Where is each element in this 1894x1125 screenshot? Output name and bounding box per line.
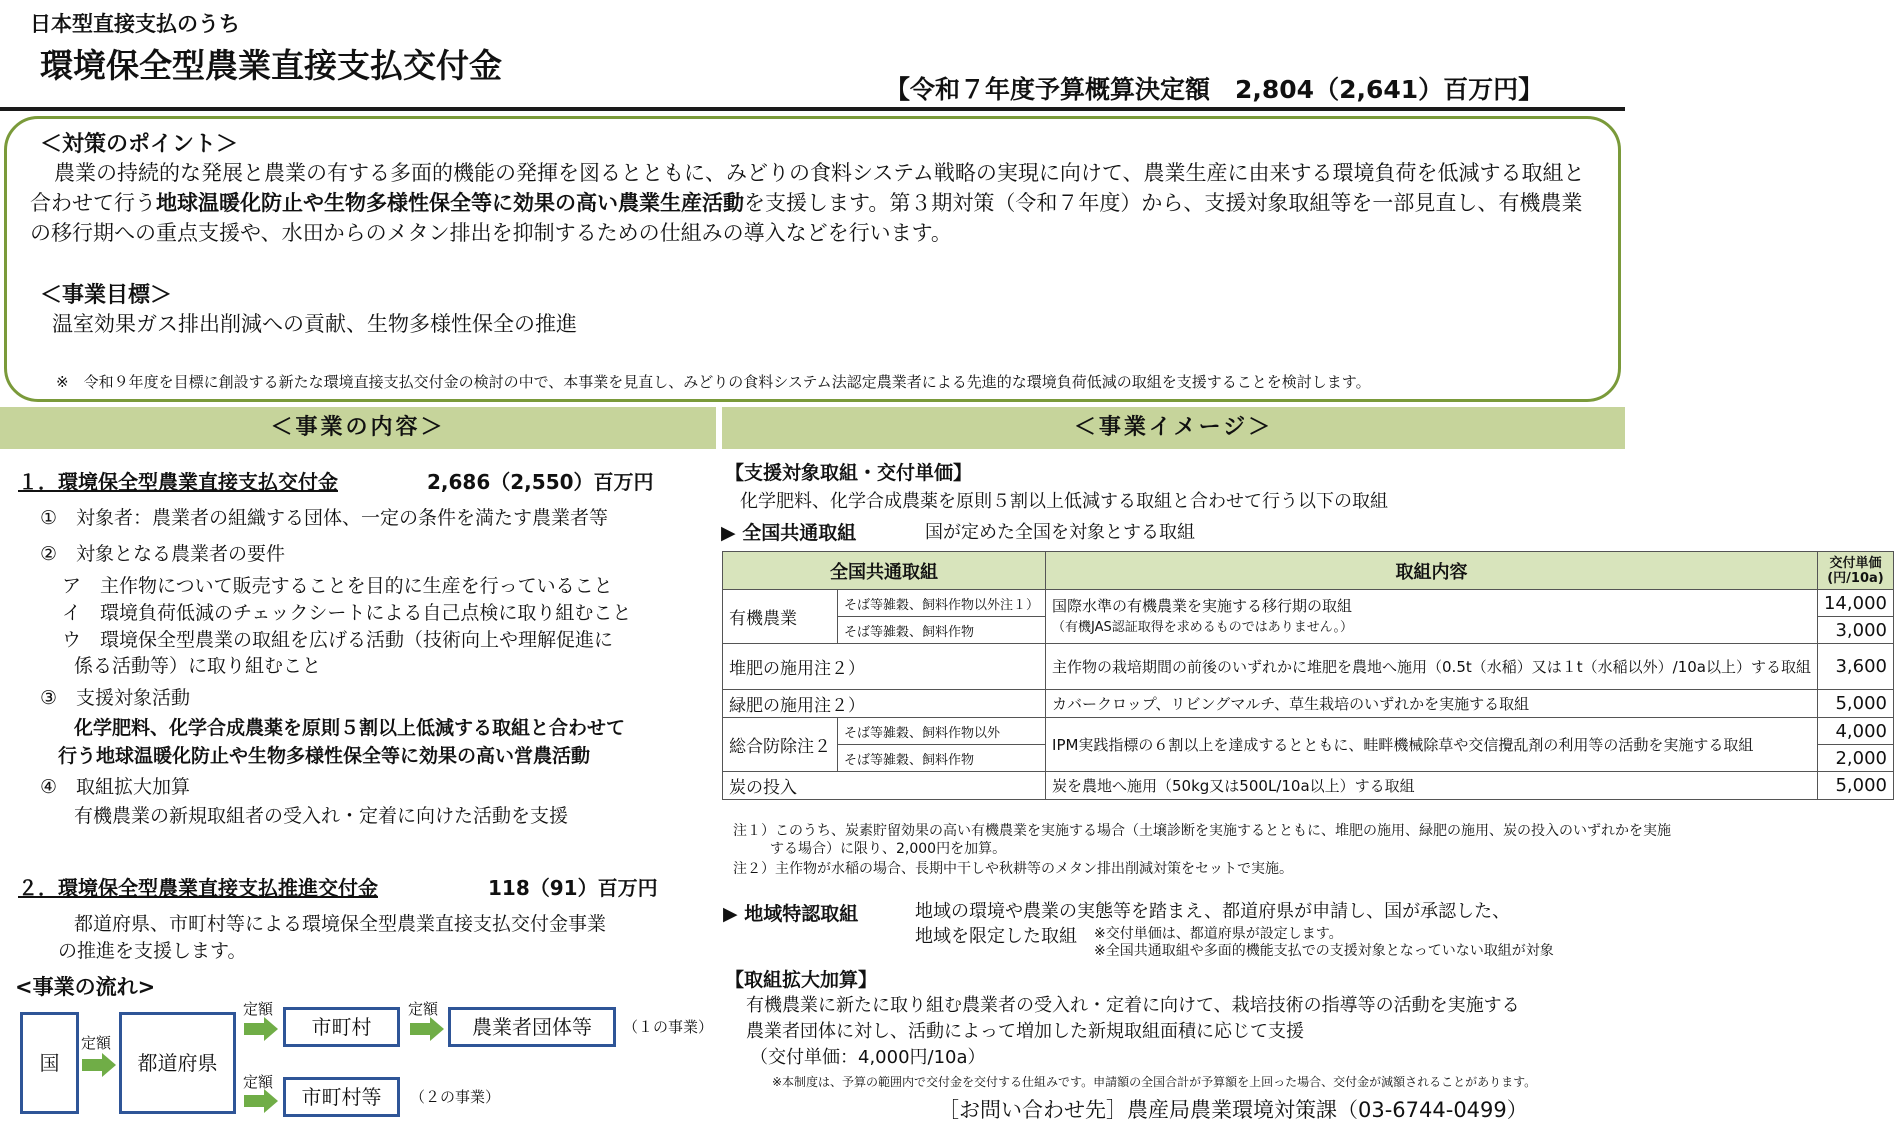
item2-title: ２．環境保全型農業直接支払推進交付金: [18, 876, 378, 900]
expansion-heading: 【取組拡大加算】: [725, 969, 878, 991]
table-header-content: 取組内容: [1046, 552, 1818, 590]
row-organic-sub1: そば等雑穀、飼料作物以外注１）: [838, 590, 1046, 617]
table-note1-line1: 注１）このうち、炭素貯留効果の高い有機農業を実施する場合（土壌診断を実施するとともに、堆肥の施用、緑肥の施用、炭の投入のいずれかを実施: [733, 823, 1671, 839]
goal-text: 温室効果ガス排出削減への貢献、生物多様性保全の推進: [52, 312, 577, 336]
row-green: 緑肥の施用注２）: [723, 690, 1046, 718]
item2-text-2: の推進を支援します。: [58, 940, 247, 962]
item1-requirement-c-cont: 係る活動等）に取り組むこと: [74, 655, 322, 677]
row-green-content: カバークロップ、リビングマルチ、草生栽培のいずれかを実施する取組: [1046, 690, 1818, 718]
support-table: [722, 551, 1894, 800]
page-subtitle: 日本型直接支払のうち: [30, 12, 240, 36]
flow-arrow-2: [244, 1017, 278, 1041]
national-desc: 国が定めた全国を対象とする取組: [925, 522, 1195, 543]
flow-box-shichoson-to: 市町村等: [283, 1077, 400, 1117]
page-title: 環境保全型農業直接支払交付金: [40, 46, 502, 85]
policy-text: 農業の持続的な発展と農業の有する多面的機能の発揮を図るとともに、みどりの食料システム戦略の実現に向けて、農業生産に由来する環境負荷を低減する取組と合わせて行う地球温暖化防止や生物多様性保全等に効果の高い農業生産活動を支援します。第３期対策（令和７年度）から、支援対象取組等を一部見直し、有機農業の移行期への重点支援や、水田からのメタン排出を抑制するための仕組みの導入などを行います。: [30, 161, 1585, 245]
item1-activities: ③ 支援対象活動: [40, 687, 191, 709]
item1-requirement-c: ウ 環境保全型農業の取組を広げる活動（技術向上や理解促進に: [62, 629, 614, 651]
table-row: [723, 644, 1894, 690]
flow-label-teigaku-2: 定額: [243, 1000, 274, 1018]
flow-label-teigaku-3: 定額: [408, 1000, 439, 1018]
regional-text-2: 地域を限定した取組: [915, 926, 1077, 947]
flow-label-project1: （１の事業）: [623, 1018, 714, 1036]
regional-text-1: 地域の環境や農業の実態等を踏まえ、都道府県が申請し、国が承認した、: [915, 901, 1511, 922]
row-organic-price1: 14,000: [1817, 590, 1893, 617]
table-row: [723, 772, 1894, 800]
item1-expansion-text: 有機農業の新規取組者の受入れ・定着に向けた活動を支援: [74, 805, 569, 827]
content-section-header: ＜事業の内容＞: [0, 407, 716, 449]
flow-arrow-3: [410, 1017, 444, 1041]
table-note1-line2: する場合）に限り、2,000円を加算。: [770, 841, 1007, 857]
row-compost-price: 3,600: [1817, 644, 1893, 690]
table-row: [723, 718, 1894, 745]
table-header-unit: 交付単価 (円/10a): [1817, 552, 1893, 590]
expansion-text-1: 有機農業に新たに取り組む農業者の受入れ・定着に向けて、栽培技術の指導等の活動を実施する: [746, 995, 1520, 1016]
flow-arrow-1: [82, 1053, 116, 1077]
review-note: ※ 令和９年度を目標に創設する新たな環境直接支払交付金の検討の中で、本事業を見直し、みどりの食料システム法認定農業者による先進的な環境負荷低減の取組を支援することを検討します。: [56, 373, 1371, 391]
item1-activities-bold-2: 行う地球温暖化防止や生物多様性保全等に効果の高い営農活動: [58, 745, 591, 767]
row-green-price: 5,000: [1817, 690, 1893, 718]
regional-label: ▶ 地域特認取組: [723, 903, 859, 925]
item1-title: １．環境保全型農業直接支払交付金: [18, 470, 338, 494]
table-header-row: [723, 552, 1894, 590]
row-ipm: 総合防除注２: [723, 718, 838, 772]
flow-box-shichoson: 市町村: [283, 1007, 400, 1047]
regional-note-2: ※全国共通取組や多面的機能支払での支援対象となっていない取組が対象: [1094, 943, 1554, 959]
item2-amount: 118（91）百万円: [488, 876, 658, 900]
row-ipm-sub2: そば等雑穀、飼料作物: [838, 745, 1046, 772]
contact: ［お問い合わせ先］農産局農業環境対策課（03-6744-0499）: [938, 1098, 1528, 1122]
goal-heading: ＜事業目標＞: [40, 283, 173, 308]
table-header-initiative: 全国共通取組: [723, 552, 1046, 590]
row-ipm-price1: 4,000: [1817, 718, 1893, 745]
item1-expansion: ④ 取組拡大加算: [40, 776, 191, 798]
support-heading: 【支援対象取組・交付単価】: [725, 462, 973, 484]
row-organic-sub2: そば等雑穀、飼料作物: [838, 617, 1046, 644]
row-organic-price2: 3,000: [1817, 617, 1893, 644]
expansion-text-3: （交付単価：4,000円/10a）: [750, 1047, 986, 1068]
expansion-text-2: 農業者団体に対し、活動によって増加した新規取組面積に応じて支援: [746, 1021, 1304, 1042]
table-row: [723, 690, 1894, 718]
row-compost-content: 主作物の栽培期間の前後のいずれかに堆肥を農地へ施用（0.5t（水稲）又は１t（水稲以外）/10a以上）する取組: [1046, 644, 1818, 690]
row-compost: 堆肥の施用注２）: [723, 644, 1046, 690]
support-text: 化学肥料、化学合成農薬を原則５割以上低減する取組と合わせて行う以下の取組: [740, 491, 1388, 512]
item2-text-1: 都道府県、市町村等による環境保全型農業直接支払交付金事業: [74, 913, 607, 935]
flow-arrow-4: [244, 1089, 278, 1113]
flow-label-teigaku-4: 定額: [243, 1073, 274, 1091]
row-ipm-sub1: そば等雑穀、飼料作物以外: [838, 718, 1046, 745]
flow-box-todofuken: 都道府県: [119, 1012, 236, 1114]
header-rule: [0, 107, 1625, 111]
policy-heading: ＜対策のポイント＞: [40, 132, 239, 157]
flow-label-teigaku-1: 定額: [81, 1034, 112, 1052]
item1-amount: 2,686（2,550）百万円: [427, 470, 654, 494]
item1-requirement-a: ア 主作物について販売することを目的に生産を行っていること: [62, 575, 613, 597]
row-organic: 有機農業: [723, 590, 838, 644]
row-charcoal-price: 5,000: [1817, 772, 1893, 800]
regional-note-1: ※交付単価は、都道府県が設定します。: [1094, 926, 1343, 942]
row-organic-content: 国際水準の有機農業を実施する移行期の取組 （有機JAS認証取得を求めるものではありません。）: [1046, 590, 1818, 644]
row-ipm-price2: 2,000: [1817, 745, 1893, 772]
table-note2: 注２）主作物が水稲の場合、長期中干しや秋耕等のメタン排出削減対策をセットで実施。: [733, 861, 1293, 877]
flow-box-noshadantai: 農業者団体等: [448, 1007, 616, 1047]
flow-label-project2: （２の事業）: [410, 1088, 501, 1106]
policy-text-emphasis: 地球温暖化防止や生物多様性保全等に効果の高い農業生産活動: [156, 191, 744, 215]
national-label: ▶ 全国共通取組: [721, 522, 857, 544]
table-row: [723, 590, 1894, 617]
row-charcoal: 炭の投入: [723, 772, 1046, 800]
image-section-header: ＜事業イメージ＞: [722, 407, 1625, 449]
row-ipm-content: IPM実践指標の６割以上を達成するとともに、畦畔機械除草や交信攪乱剤の利用等の活動を実施する取組: [1046, 718, 1818, 772]
flow-box-kuni: 国: [20, 1012, 79, 1114]
row-charcoal-content: 炭を農地へ施用（50kg又は500L/10a以上）する取組: [1046, 772, 1818, 800]
item1-target: ① 対象者：農業者の組織する団体、一定の条件を満たす農業者等: [40, 507, 609, 529]
item1-requirement-b: イ 環境負荷低減のチェックシートによる自己点検に取り組むこと: [62, 602, 632, 624]
item1-activities-bold-1: 化学肥料、化学合成農薬を原則５割以上低減する取組と合わせて: [74, 717, 626, 739]
item1-requirements: ② 対象となる農業者の要件: [40, 543, 286, 565]
flow-heading: <事業の流れ>: [15, 975, 156, 999]
budget-amount: 【令和７年度予算概算決定額 2,804（2,641）百万円】: [885, 75, 1544, 104]
system-note: ※本制度は、予算の範囲内で交付金を交付する仕組みです。申請額の全国合計が予算額を上回った場合、交付金が減額されることがあります。: [772, 1075, 1537, 1089]
